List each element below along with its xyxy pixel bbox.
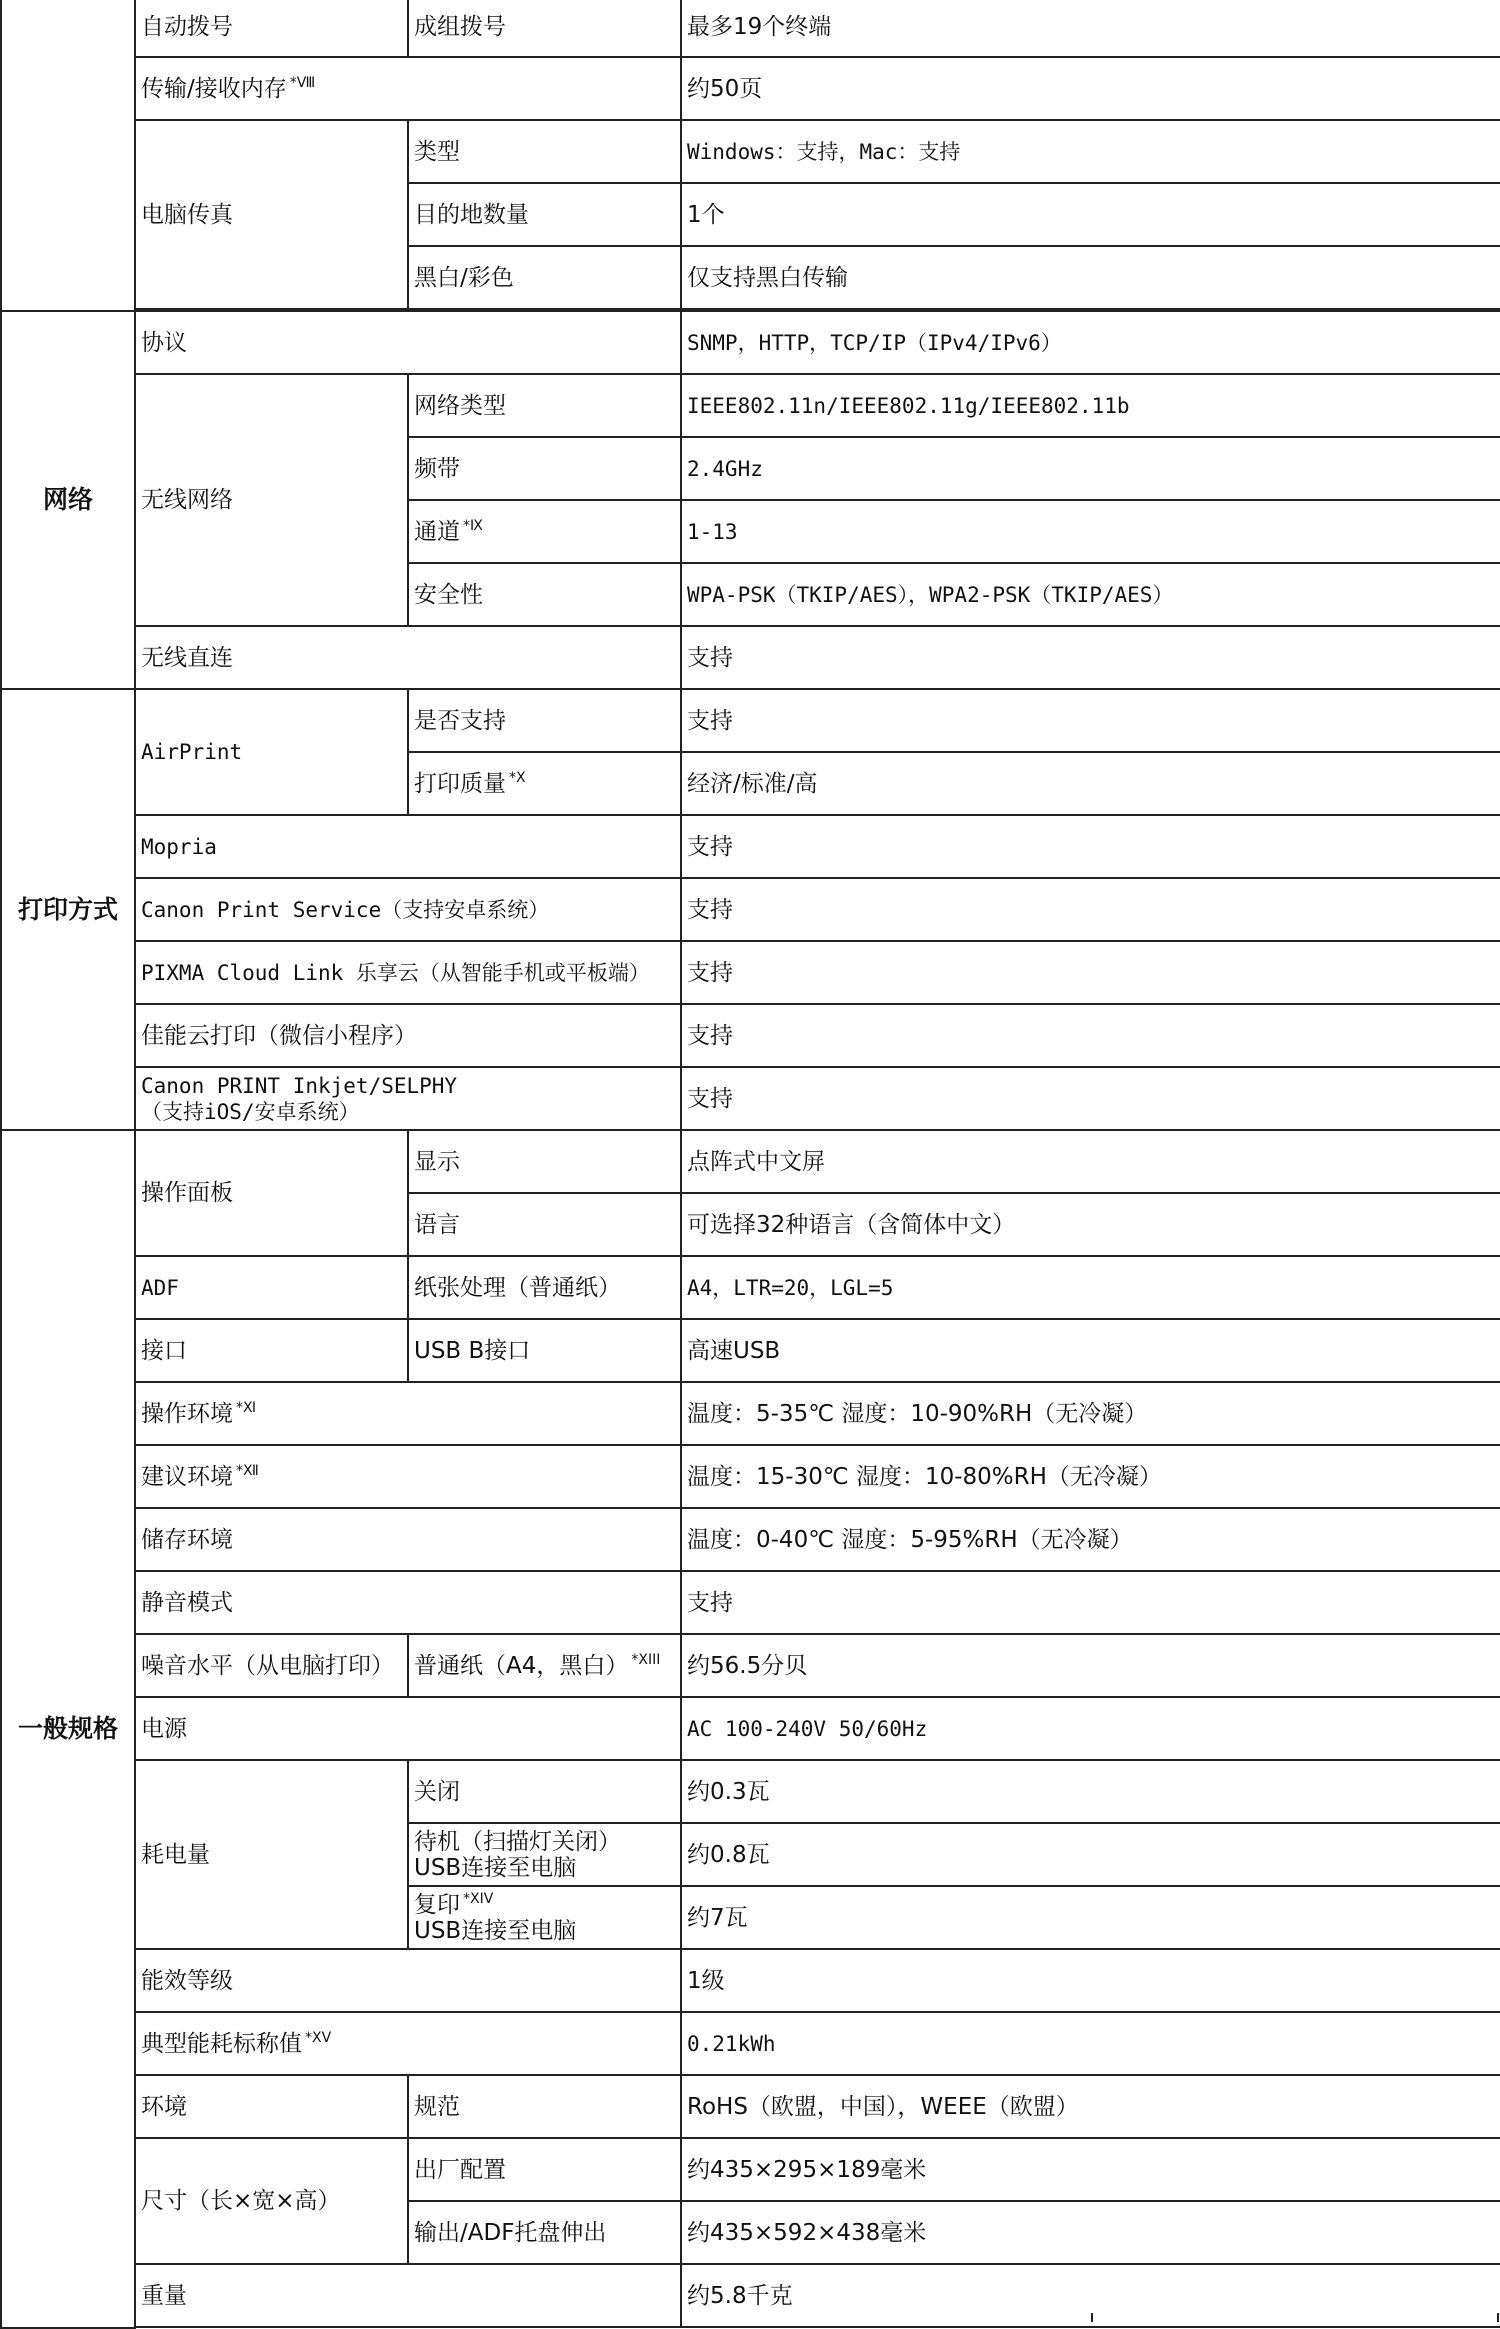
wechat-print-label: 佳能云打印（微信小程序） bbox=[135, 1004, 681, 1067]
table-row bbox=[1, 1445, 1500, 1508]
energy-class-value: 1级 bbox=[681, 1949, 1500, 2012]
autodial-label: 自动拨号 bbox=[135, 0, 408, 57]
dimensions-factory-value: 约435×295×189毫米 bbox=[681, 2138, 1500, 2201]
consumption-standby-value: 约0.8瓦 bbox=[681, 1823, 1500, 1886]
pc-fax-dest-value: 1个 bbox=[681, 183, 1500, 246]
table-row bbox=[1, 1634, 1500, 1697]
power-label: 电源 bbox=[135, 1697, 681, 1760]
cloud-link-value: 支持 bbox=[681, 941, 1500, 1004]
wireless-channel-label: 通道 $^{*Ⅸ}$ bbox=[408, 500, 681, 563]
tec-value: 0.21kWh bbox=[681, 2012, 1500, 2075]
pc-fax-dest-label: 目的地数量 bbox=[408, 183, 681, 246]
table-row bbox=[1, 0, 1500, 57]
divider bbox=[680, 2313, 682, 2322]
dimensions-factory-label: 出厂配置 bbox=[408, 2138, 681, 2201]
table-row bbox=[1, 311, 1500, 374]
table-row bbox=[1, 1067, 1500, 1130]
weight-value: 约5.8千克 bbox=[681, 2264, 1500, 2327]
panel-display-label: 显示 bbox=[408, 1130, 681, 1193]
inkjet-selphy-value: 支持 bbox=[681, 1067, 1500, 1130]
canon-print-service-value: 支持 bbox=[681, 878, 1500, 941]
airprint-quality-value: 经济/标准/高 bbox=[681, 752, 1500, 815]
table-row bbox=[1, 1508, 1500, 1571]
mopria-label: Mopria bbox=[135, 815, 681, 878]
wireless-type-value: IEEE802.11n/IEEE802.11g/IEEE802.11b bbox=[681, 374, 1500, 437]
weight-label: 重量 bbox=[135, 2264, 681, 2327]
noise-label: 噪音水平（从电脑打印） bbox=[135, 1634, 408, 1697]
environment-sub-label: 规范 bbox=[408, 2075, 681, 2138]
rec-env-label: 建议环境 $^{*Ⅻ}$ bbox=[135, 1445, 681, 1508]
interface-value: 高速USB bbox=[681, 1319, 1500, 1382]
footnote-marker: *XIV bbox=[463, 1890, 494, 1907]
consumption-label: 耗电量 bbox=[135, 1760, 408, 1949]
tec-label: 典型能耗标称值 $^{*XV}$ bbox=[135, 2012, 681, 2075]
dimensions-extended-label: 输出/ADF托盘伸出 bbox=[408, 2201, 681, 2264]
table-row bbox=[1, 1697, 1500, 1760]
rec-env-value: 温度：15-30℃ 湿度：10-80%RH（无冷凝） bbox=[681, 1445, 1500, 1508]
airprint-label: AirPrint bbox=[135, 689, 408, 815]
quiet-mode-value: 支持 bbox=[681, 1571, 1500, 1634]
cloud-link-label: PIXMA Cloud Link 乐享云（从智能手机或平板端） bbox=[135, 941, 681, 1004]
category-fax bbox=[1, 0, 135, 311]
pc-fax-color-label: 黑白/彩色 bbox=[408, 246, 681, 309]
table-row bbox=[1, 1949, 1500, 2012]
footnote-marker: *Ⅸ bbox=[463, 517, 483, 534]
consumption-off-label: 关闭 bbox=[408, 1760, 681, 1823]
consumption-copy-value: 约7瓦 bbox=[681, 1886, 1500, 1949]
panel-language-label: 语言 bbox=[408, 1193, 681, 1256]
quiet-mode-label: 静音模式 bbox=[135, 1571, 681, 1634]
mopria-value: 支持 bbox=[681, 815, 1500, 878]
footnote-marker: *XV bbox=[305, 2029, 332, 2046]
protocol-label: 协议 bbox=[135, 311, 681, 374]
divider bbox=[1091, 2313, 1093, 2322]
pc-fax-type-value: Windows：支持，Mac：支持 bbox=[681, 120, 1500, 183]
table-row bbox=[1, 57, 1500, 120]
panel-label: 操作面板 bbox=[135, 1130, 408, 1256]
pc-fax-type-label: 类型 bbox=[408, 120, 681, 183]
noise-value: 约56.5分贝 bbox=[681, 1634, 1500, 1697]
next-table-edge bbox=[0, 2313, 1500, 2322]
table-row bbox=[1, 2012, 1500, 2075]
category-general: 一般规格 bbox=[1, 1130, 135, 2328]
table-row bbox=[1, 1130, 1500, 1193]
footnote-marker: *Ⅷ bbox=[289, 74, 316, 91]
table-row bbox=[1, 1256, 1500, 1319]
consumption-off-value: 约0.3瓦 bbox=[681, 1760, 1500, 1823]
op-env-value: 温度：5-35℃ 湿度：10-90%RH（无冷凝） bbox=[681, 1382, 1500, 1445]
footnote-marker: *Ⅺ bbox=[236, 1399, 257, 1416]
environment-label: 环境 bbox=[135, 2075, 408, 2138]
wireless-channel-value: 1-13 bbox=[681, 500, 1500, 563]
table-row bbox=[1, 374, 1500, 437]
table-row bbox=[1, 2075, 1500, 2138]
table-row bbox=[1, 626, 1500, 689]
interface-sub-label: USB B接口 bbox=[408, 1319, 681, 1382]
airprint-support-value: 支持 bbox=[681, 689, 1500, 752]
adf-label: ADF bbox=[135, 1256, 408, 1319]
wireless-security-value: WPA-PSK（TKIP/AES），WPA2-PSK（TKIP/AES） bbox=[681, 563, 1500, 626]
memory-value: 约50页 bbox=[681, 57, 1500, 120]
table-row bbox=[1, 1760, 1500, 1823]
dimensions-extended-value: 约435×592×438毫米 bbox=[681, 2201, 1500, 2264]
adf-sub-label: 纸张处理（普通纸） bbox=[408, 1256, 681, 1319]
interface-label: 接口 bbox=[135, 1319, 408, 1382]
table-row bbox=[1, 941, 1500, 1004]
table-row bbox=[1, 1382, 1500, 1445]
table-row bbox=[1, 1571, 1500, 1634]
wireless-security-label: 安全性 bbox=[408, 563, 681, 626]
protocol-value: SNMP，HTTP，TCP/IP（IPv4/IPv6） bbox=[681, 311, 1500, 374]
dimensions-label: 尺寸（长×宽×高） bbox=[135, 2138, 408, 2264]
storage-env-value: 温度：0-40℃ 湿度：5-95%RH（无冷凝） bbox=[681, 1508, 1500, 1571]
group-dial-label: 成组拨号 bbox=[408, 0, 681, 57]
wireless-label: 无线网络 bbox=[135, 374, 408, 626]
pc-fax-label: 电脑传真 bbox=[135, 120, 408, 309]
wechat-print-value: 支持 bbox=[681, 1004, 1500, 1067]
divider bbox=[134, 2313, 136, 2322]
table-row bbox=[1, 1004, 1500, 1067]
table-row bbox=[1, 815, 1500, 878]
op-env-label: 操作环境 $^{*Ⅺ}$ bbox=[135, 1382, 681, 1445]
wireless-band-value: 2.4GHz bbox=[681, 437, 1500, 500]
canon-print-service-label: Canon Print Service（支持安卓系统） bbox=[135, 878, 681, 941]
storage-env-label: 储存环境 bbox=[135, 1508, 681, 1571]
noise-sub-label: 普通纸（A4，黑白） $^{*XIII}$ bbox=[408, 1634, 681, 1697]
table-row bbox=[1, 878, 1500, 941]
panel-display-value: 点阵式中文屏 bbox=[681, 1130, 1500, 1193]
airprint-support-label: 是否支持 bbox=[408, 689, 681, 752]
divider bbox=[0, 2313, 2, 2322]
energy-class-label: 能效等级 bbox=[135, 1949, 681, 2012]
category-network: 网络 bbox=[1, 311, 135, 689]
consumption-copy-label: 复印 $^{*XIV}$ USB连接至电脑 bbox=[408, 1886, 681, 1949]
table-row bbox=[1, 120, 1500, 183]
footnote-marker: *XIII bbox=[631, 1651, 661, 1668]
environment-value: RoHS（欧盟，中国），WEEE（欧盟） bbox=[681, 2075, 1500, 2138]
footnote-marker: *Ⅹ bbox=[509, 769, 526, 786]
footnote-marker: *Ⅻ bbox=[236, 1462, 259, 1479]
consumption-standby-label: 待机（扫描灯关闭） USB连接至电脑 bbox=[408, 1823, 681, 1886]
memory-label: 传输/接收内存 $^{*Ⅷ}$ bbox=[135, 57, 681, 120]
table-row bbox=[1, 689, 1500, 752]
pc-fax-color-value: 仅支持黑白传输 bbox=[681, 246, 1500, 309]
table-row bbox=[1, 2138, 1500, 2201]
airprint-quality-label: 打印质量 $^{*Ⅹ}$ bbox=[408, 752, 681, 815]
panel-language-value: 可选择32种语言（含简体中文） bbox=[681, 1193, 1500, 1256]
divider bbox=[1497, 2313, 1499, 2322]
wireless-direct-value: 支持 bbox=[681, 626, 1500, 689]
power-value: AC 100-240V 50/60Hz bbox=[681, 1697, 1500, 1760]
category-print-methods: 打印方式 bbox=[1, 689, 135, 1130]
wireless-type-label: 网络类型 bbox=[408, 374, 681, 437]
group-dial-value: 最多19个终端 bbox=[681, 0, 1500, 57]
adf-value: A4，LTR=20，LGL=5 bbox=[681, 1256, 1500, 1319]
spacer-row bbox=[1, 2327, 1500, 2328]
table-row bbox=[1, 1319, 1500, 1382]
inkjet-selphy-label: Canon PRINT Inkjet/SELPHY （支持iOS/安卓系统） bbox=[135, 1067, 681, 1130]
wireless-band-label: 频带 bbox=[408, 437, 681, 500]
wireless-direct-label: 无线直连 bbox=[135, 626, 681, 689]
